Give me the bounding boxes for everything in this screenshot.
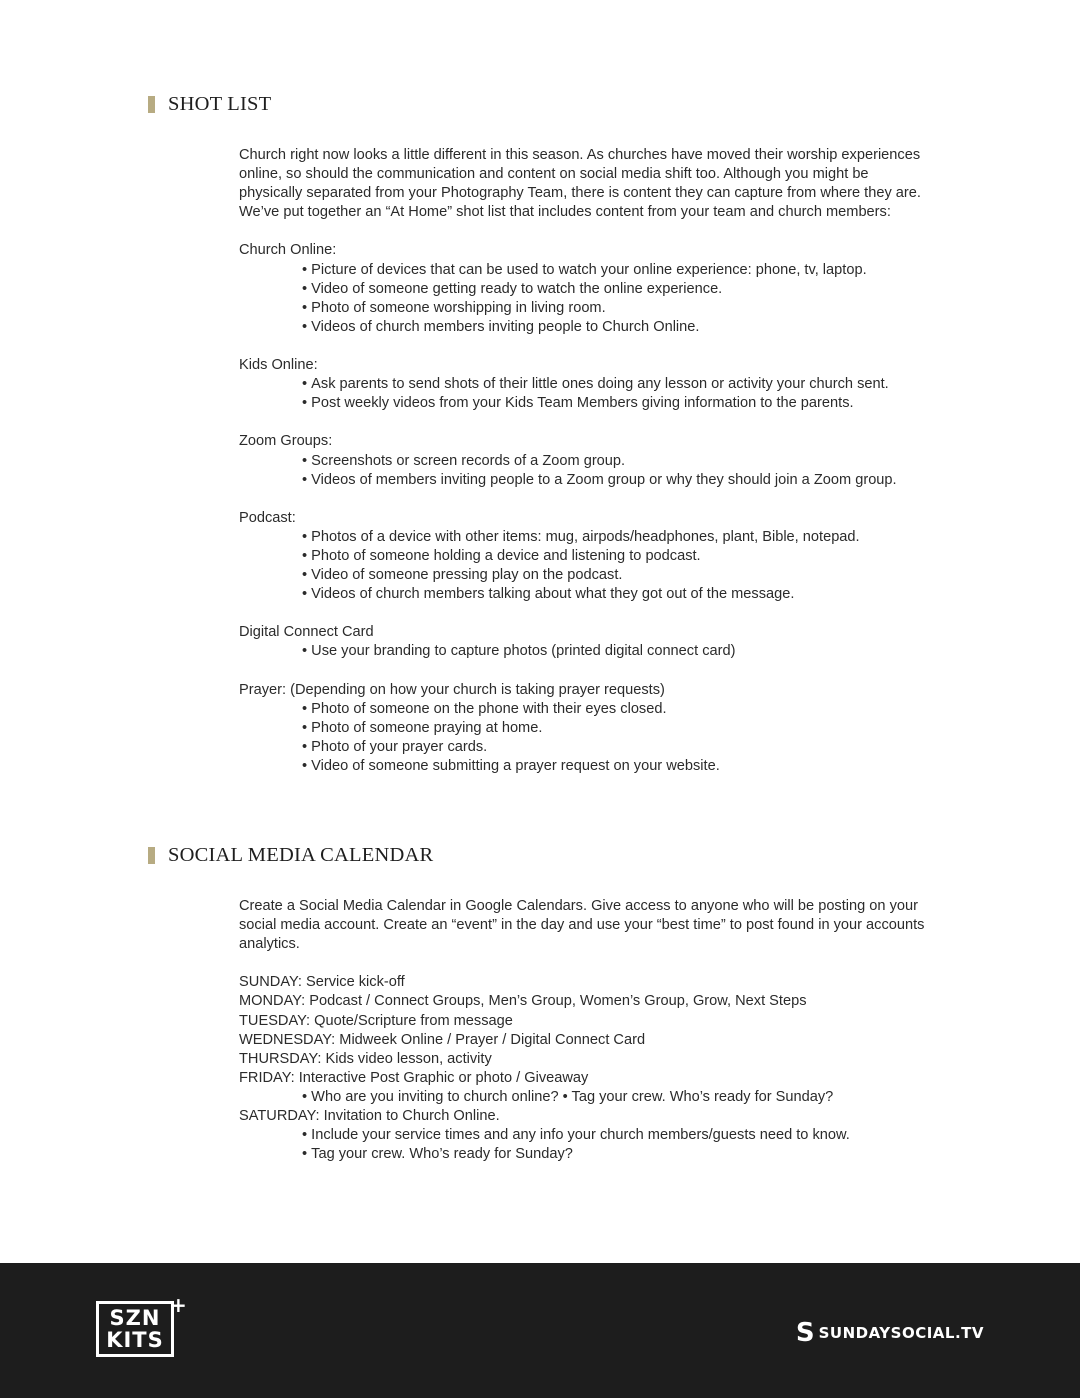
shot-group-label: Podcast: xyxy=(239,509,296,526)
shot-group xyxy=(239,356,929,413)
shot-list-heading xyxy=(148,93,271,115)
shot-group-list xyxy=(239,452,929,490)
list-item: • Tag your crew. Who’s ready for Sunday? xyxy=(302,1145,929,1164)
list-item: • Video of someone submitting a prayer request on your website. xyxy=(302,757,929,776)
list-item: • Picture of devices that can be used to watch your online experience: phone, tv, laptop. xyxy=(302,261,929,280)
calendar-day: THURSDAY: Kids video lesson, activity xyxy=(239,1050,492,1067)
szn-kits-logo-box xyxy=(96,1301,174,1357)
list-item: • Photo of someone worshipping in living room. xyxy=(302,299,929,318)
calendar-intro: Create a Social Media Calendar in Google Calendars. Give access to anyone who will be posting on your social media account. Create an “event” in the day and use your “best time” to post found in your accounts analytics. xyxy=(239,898,925,953)
shot-list-intro: Church right now looks a little different in this season. As churches have moved their worship experiences online, so should the communication and content on social media shift too. Although you might be physically separated from your Photography Team, there is content they can capture from where they are. We’ve put together an “At Home” shot list that includes content from your team and church members: xyxy=(239,147,921,221)
list-item: • Video of someone pressing play on the podcast. xyxy=(302,566,929,585)
calendar-day: SATURDAY: Invitation to Church Online. xyxy=(239,1108,500,1125)
shot-group-label: Prayer: (Depending on how your church is taking prayer requests) xyxy=(239,681,665,698)
plus-icon: + xyxy=(170,1293,187,1317)
heading-accent-bar xyxy=(148,96,155,113)
calendar-day: WEDNESDAY: Midweek Online / Prayer / Digital Connect Card xyxy=(239,1031,646,1048)
list-item: • Photo of someone on the phone with their eyes closed. xyxy=(302,700,929,719)
heading-accent-bar xyxy=(148,847,155,864)
sundaysocial-s-icon: S xyxy=(795,1318,815,1348)
shot-group-list xyxy=(239,375,929,413)
shot-group-list xyxy=(239,642,929,661)
calendar-day: MONDAY: Podcast / Connect Groups, Men’s Group, Women’s Group, Grow, Next Steps xyxy=(239,993,807,1010)
list-item: • Videos of church members talking about what they got out of the message. xyxy=(302,585,929,604)
logo-line-1: SZN xyxy=(109,1306,161,1330)
list-item: • Ask parents to send shots of their little ones doing any lesson or activity your church sent. xyxy=(302,375,929,394)
calendar-title: SOCIAL MEDIA CALENDAR xyxy=(168,843,434,866)
calendar-day-list xyxy=(239,1088,929,1107)
calendar-day: FRIDAY: Interactive Post Graphic or photo / Giveaway xyxy=(239,1069,589,1086)
shot-group-label: Kids Online: xyxy=(239,357,318,374)
list-item: • Photo of someone praying at home. xyxy=(302,719,929,738)
shot-group-list xyxy=(239,261,929,337)
logo-line-2: KITS xyxy=(106,1328,164,1352)
shot-group-label: Digital Connect Card xyxy=(239,624,374,641)
list-item: • Videos of church members inviting people to Church Online. xyxy=(302,318,929,337)
shot-list-groups xyxy=(239,241,929,776)
footer xyxy=(0,1263,1080,1398)
shot-group-label: Zoom Groups: xyxy=(239,433,333,450)
list-item: • Who are you inviting to church online? • Tag your crew. Who’s ready for Sunday? xyxy=(302,1088,929,1107)
calendar-days xyxy=(239,973,929,1164)
shot-list-title: SHOT LIST xyxy=(168,92,272,115)
calendar-day: SUNDAY: Service kick-off xyxy=(239,974,405,991)
calendar-day-list xyxy=(239,1126,929,1164)
shot-group xyxy=(239,241,929,336)
szn-kits-logo xyxy=(96,1293,187,1363)
shot-group xyxy=(239,509,929,604)
shot-group xyxy=(239,623,929,661)
sundaysocial-brand xyxy=(795,1318,984,1348)
list-item: • Include your service times and any info your church members/guests need to know. xyxy=(302,1126,929,1145)
shot-group-list xyxy=(239,528,929,604)
calendar-day: TUESDAY: Quote/Scripture from message xyxy=(239,1012,513,1029)
shot-group-list xyxy=(239,700,929,776)
list-item: • Videos of members inviting people to a Zoom group or why they should join a Zoom group. xyxy=(302,471,929,490)
shot-group xyxy=(239,432,929,489)
list-item: • Screenshots or screen records of a Zoom group. xyxy=(302,452,929,471)
calendar-body xyxy=(239,897,929,1164)
list-item: • Photo of someone holding a device and listening to podcast. xyxy=(302,547,929,566)
list-item: • Use your branding to capture photos (printed digital connect card) xyxy=(302,642,929,661)
sundaysocial-url: SUNDAYSOCIAL.TV xyxy=(818,1324,984,1342)
list-item: • Video of someone getting ready to watch the online experience. xyxy=(302,280,929,299)
list-item: • Post weekly videos from your Kids Team Members giving information to the parents. xyxy=(302,394,929,413)
calendar-heading xyxy=(148,844,433,866)
list-item: • Photos of a device with other items: mug, airpods/headphones, plant, Bible, notepad. xyxy=(302,528,929,547)
shot-group-label: Church Online: xyxy=(239,242,337,259)
list-item: • Photo of your prayer cards. xyxy=(302,738,929,757)
shot-group xyxy=(239,681,929,776)
shot-list-body xyxy=(239,146,929,795)
